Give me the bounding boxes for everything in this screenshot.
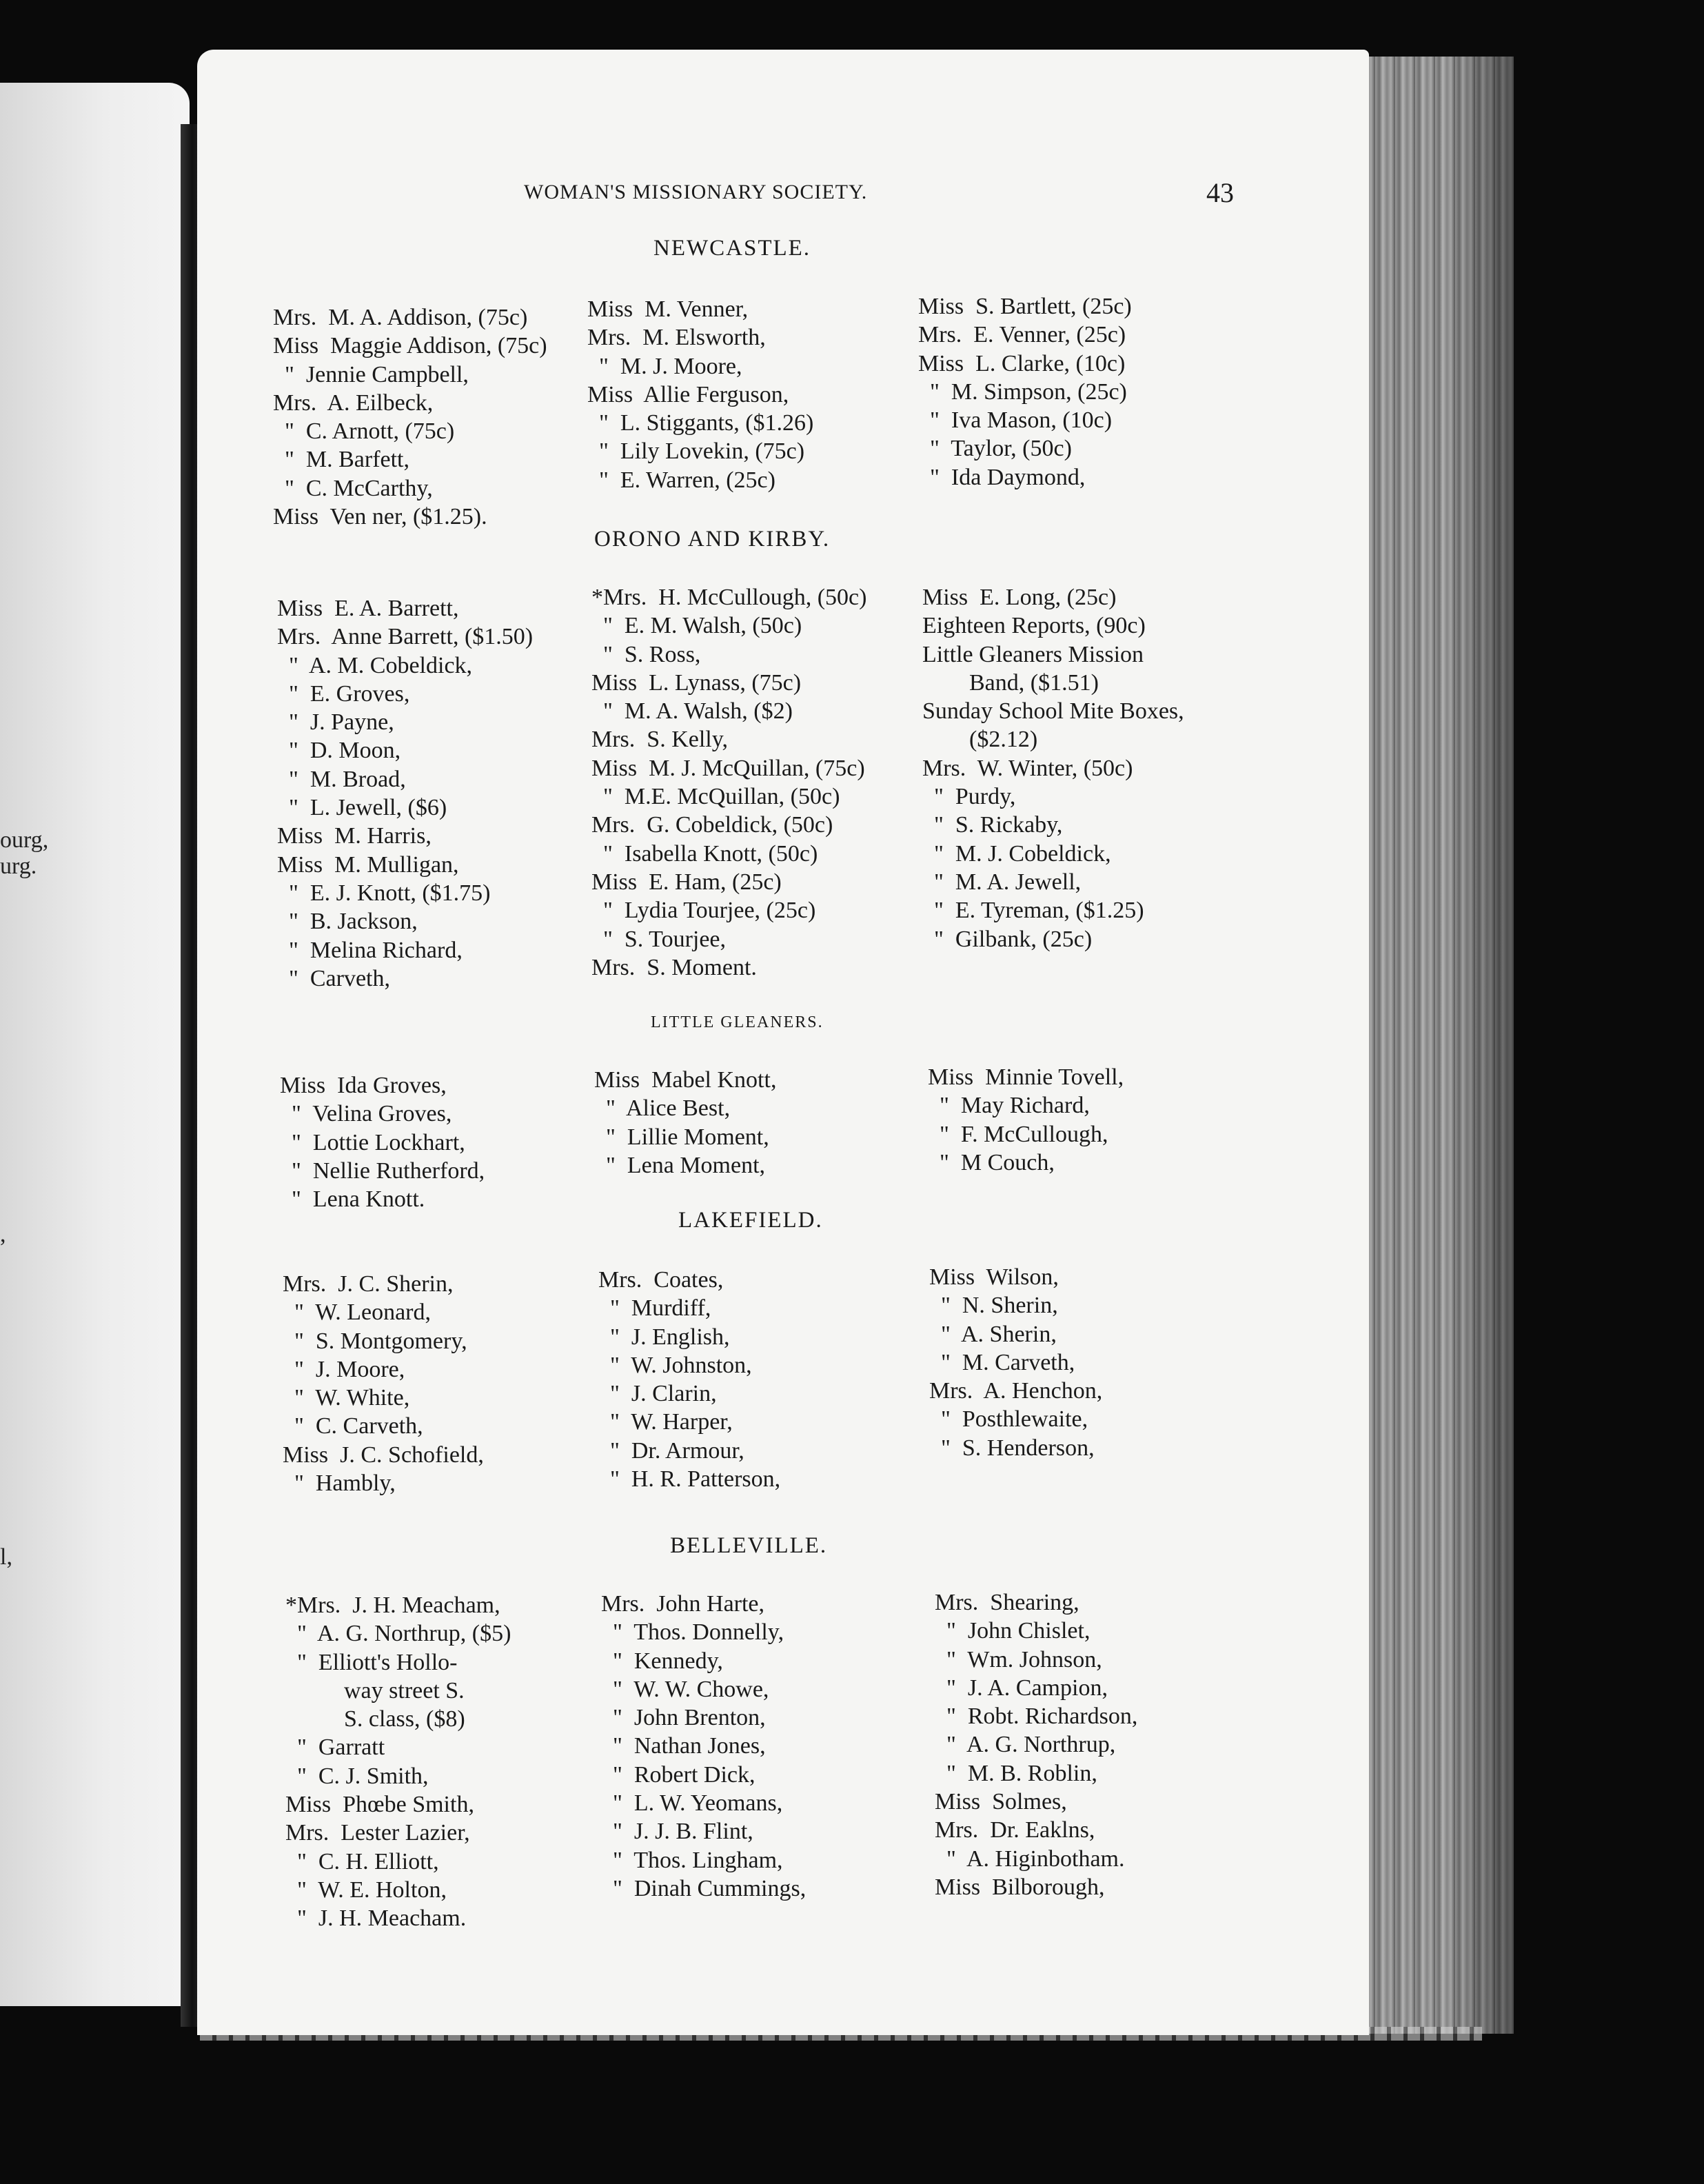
list-item: Miss M. Harris, [277,823,432,849]
list-item: Mrs. M. Elsworth, [587,325,766,351]
list-item: " L. Stiggants, ($1.26) [587,410,814,436]
list-item: Miss L. Lynass, (75c) [591,669,802,696]
running-header: WOMAN'S MISSIONARY SOCIETY. [524,181,868,203]
list-item: " Dinah Cummings, [601,1875,807,1901]
list-item: " C. Arnott, (75c) [273,418,455,445]
list-item: " Posthlewaite, [929,1406,1088,1433]
belleville-column-3 [935,1588,1137,1901]
list-item: " Robt. Richardson, [935,1703,1138,1730]
list-item: " A. M. Cobeldick, [277,652,473,678]
newcastle-column-2 [587,295,813,494]
list-item: " Iva Mason, (10c) [918,407,1113,434]
orono-column-3 [922,583,1184,953]
list-item: Miss M. J. McQuillan, (75c) [591,755,865,781]
list-item: " C. J. Smith, [285,1763,429,1789]
list-item: " Nathan Jones, [601,1733,766,1759]
list-item: Miss M. Mulligan, [277,851,459,878]
list-item: " Lydia Tourjee, (25c) [591,898,816,924]
list-item: Miss Ven ner, ($1.25). [273,504,487,530]
list-item: Miss J. C. Schofield, [283,1442,484,1468]
list-item: " A. Higinbotham. [935,1846,1125,1872]
list-item: " M. J. Cobeldick, [922,840,1111,867]
list-item: " Velina Groves, [280,1101,452,1127]
lakefield-column-2 [598,1266,780,1493]
list-item: Mrs. W. Winter, (50c) [922,755,1133,781]
list-item: " L. W. Yeomans, [601,1790,783,1817]
list-item: Mrs. M. A. Addison, (75c) [273,305,528,330]
list-item: Mrs. Anne Barrett, ($1.50) [277,624,534,650]
list-item: " Hambly, [283,1470,396,1497]
list-item: " Nellie Rutherford, [280,1157,485,1184]
newcastle-column-1 [273,303,547,531]
list-item: " W. Harper, [598,1409,733,1435]
list-item: " Thos. Lingham, [601,1847,783,1873]
list-item: " Purdy, [922,784,1016,810]
list-item: Miss Ida Groves, [280,1073,447,1098]
list-item: Mrs. Shearing, [935,1590,1079,1615]
list-item: " H. R. Patterson, [598,1466,781,1493]
list-item: Mrs. S. Moment. [591,954,757,980]
section-title-lakefield: LAKEFIELD. [678,1208,823,1233]
list-item: " M. J. Moore, [587,353,742,379]
left-page-fragment: , [0,1222,6,1247]
list-item: " Wm. Johnson, [935,1646,1102,1672]
list-item: *Mrs. J. H. Meacham, [285,1593,500,1618]
list-item: *Mrs. H. McCullough, (50c) [591,585,867,610]
page-edges-shadow [1448,57,1514,2034]
list-item: " M. A. Jewell, [922,869,1082,895]
list-item: " C. H. Elliott, [285,1848,439,1874]
left-facing-page [0,83,190,2006]
list-item: " Carveth, [277,965,391,991]
list-item: " C. McCarthy, [273,475,433,501]
list-item: Mrs. Lester Lazier, [285,1820,470,1846]
list-item: " W. Leonard, [283,1300,432,1326]
belleville-column-2 [601,1590,806,1903]
left-page-fragment: l, [0,1544,12,1570]
list-item: " Elliott's Hollo- [285,1649,458,1675]
list-item: " C. Carveth, [283,1413,423,1439]
list-item: S. class, ($8) [285,1706,465,1732]
list-item: Miss Minnie Tovell, [928,1064,1124,1090]
list-item: Sunday School Mite Boxes, [922,698,1184,725]
list-item: " J. Moore, [283,1356,405,1382]
list-item: " John Brenton, [601,1705,766,1731]
left-page-fragment: ourg, [0,827,49,853]
list-item: Miss Wilson, [929,1264,1059,1290]
list-item: Miss E. Long, (25c) [922,585,1117,610]
list-item: " S. Rickaby, [922,812,1063,838]
list-item: Miss S. Bartlett, (25c) [918,294,1132,319]
left-page-fragment: urg. [0,853,37,879]
list-item: " S. Henderson, [929,1435,1095,1461]
lakefield-column-3 [929,1263,1102,1462]
list-item: " E. Groves, [277,680,410,707]
lakefield-column-1 [283,1270,484,1497]
section-title-newcastle: NEWCASTLE. [653,236,811,261]
list-item: " Lillie Moment, [594,1124,769,1150]
list-item: Miss L. Clarke, (10c) [918,350,1126,376]
list-item: Miss Mabel Knott, [594,1067,777,1093]
list-item: ($2.12) [922,727,1038,753]
list-item: Miss Solmes, [935,1789,1067,1815]
list-item: " Thos. Donnelly, [601,1619,784,1646]
list-item: " Ida Daymond, [918,464,1086,490]
section-title-little-gleaners: LITTLE GLEANERS. [651,1013,824,1031]
list-item: " A. G. Northrup, ($5) [285,1621,511,1647]
list-item: " F. McCullough, [928,1121,1108,1147]
list-item: " S. Montgomery, [283,1328,467,1354]
list-item: " Murdiff, [598,1295,711,1322]
list-item: " Garratt [285,1735,385,1761]
list-item: " W. W. Chowe, [601,1676,769,1702]
list-item: Miss E. Ham, (25c) [591,869,782,895]
list-item: " Taylor, (50c) [918,436,1072,462]
list-item: Mrs. J. C. Sherin, [283,1271,454,1297]
little-gleaners-column-2 [594,1066,776,1180]
section-title-belleville: BELLEVILLE. [670,1533,828,1558]
list-item: " Jennie Campbell, [273,361,469,387]
list-item: " A. Sherin, [929,1321,1057,1347]
list-item: " M. Barfett, [273,447,410,473]
list-item: " M. Simpson, (25c) [918,378,1127,405]
list-item: Little Gleaners Mission [922,641,1144,667]
list-item: " Kennedy, [601,1648,723,1674]
list-item: " J. English, [598,1324,730,1350]
list-item: " W. White, [283,1385,410,1411]
list-item: Mrs. S. Kelly, [591,727,729,753]
list-item: " Lily Lovekin, (75c) [587,438,805,465]
orono-column-2 [591,583,866,982]
list-item: " M. B. Roblin, [935,1760,1097,1786]
list-item: Miss Allie Ferguson, [587,381,789,407]
list-item: Miss Maggie Addison, (75c) [273,333,547,359]
list-item: " Lena Knott. [280,1186,425,1213]
list-item: " Isabella Knott, (50c) [591,840,818,867]
list-item: " W. Johnston, [598,1352,752,1378]
list-item: Mrs. A. Henchon, [929,1378,1103,1404]
list-item: Miss Bilborough, [935,1874,1105,1900]
list-item: way street S. [285,1677,465,1703]
list-item: " Gilbank, (25c) [922,926,1093,952]
list-item: Eighteen Reports, (90c) [922,613,1146,639]
list-item: " M. Broad, [277,766,406,792]
list-item: Mrs. John Harte, [601,1591,765,1617]
list-item: " M. A. Walsh, ($2) [591,698,793,725]
list-item: " S. Tourjee, [591,926,727,952]
orono-column-1 [277,594,533,993]
newcastle-column-3 [918,292,1132,492]
list-item: " A. G. Northrup, [935,1732,1116,1758]
list-item: " N. Sherin, [929,1293,1058,1319]
list-item: " Dr. Armour, [598,1437,744,1464]
list-item: " J. Clarin, [598,1381,717,1407]
list-item: Mrs. E. Venner, (25c) [918,322,1126,348]
list-item: Miss E. A. Barrett, [277,596,459,621]
list-item: " E. J. Knott, ($1.75) [277,880,491,906]
belleville-column-1 [285,1591,511,1933]
section-title-orono-and-kirby: ORONO AND KIRBY. [594,527,831,552]
page-number: 43 [1206,177,1234,208]
list-item: " J. Payne, [277,709,394,736]
list-item: Mrs. Coates, [598,1267,724,1293]
list-item: " May Richard, [928,1093,1090,1119]
list-item: " Alice Best, [594,1095,731,1122]
list-item: " J. A. Campion, [935,1675,1108,1701]
list-item: Miss M. Venner, [587,296,749,322]
list-item: " Melina Richard, [277,937,463,963]
list-item: Mrs. Dr. Eaklns, [935,1817,1095,1843]
list-item: " J. J. B. Flint, [601,1819,753,1845]
list-item: " E. M. Walsh, (50c) [591,613,802,639]
list-item: " E. Tyreman, ($1.25) [922,898,1144,924]
list-item: " Robert Dick, [601,1761,755,1788]
little-gleaners-column-3 [928,1063,1124,1177]
list-item: " Lottie Lockhart, [280,1129,465,1155]
list-item: Mrs. A. Eilbeck, [273,390,434,416]
list-item: " M. Carveth, [929,1349,1075,1375]
list-item: Mrs. G. Cobeldick, (50c) [591,812,833,838]
list-item: " Lena Moment, [594,1152,766,1178]
list-item: " John Chislet, [935,1618,1091,1644]
list-item: " W. E. Holton, [285,1877,447,1903]
list-item: " S. Ross, [591,641,701,667]
list-item: Miss Phœbe Smith, [285,1792,474,1818]
list-item: " M Couch, [928,1149,1055,1175]
list-item: " D. Moon, [277,738,401,764]
list-item: " E. Warren, (25c) [587,467,775,493]
list-item: " M.E. McQuillan, (50c) [591,784,840,810]
list-item: Band, ($1.51) [922,669,1099,696]
list-item: " L. Jewell, ($6) [277,795,447,821]
little-gleaners-column-1 [280,1071,485,1213]
list-item: " B. Jackson, [277,909,418,935]
list-item: " J. H. Meacham. [285,1905,467,1932]
